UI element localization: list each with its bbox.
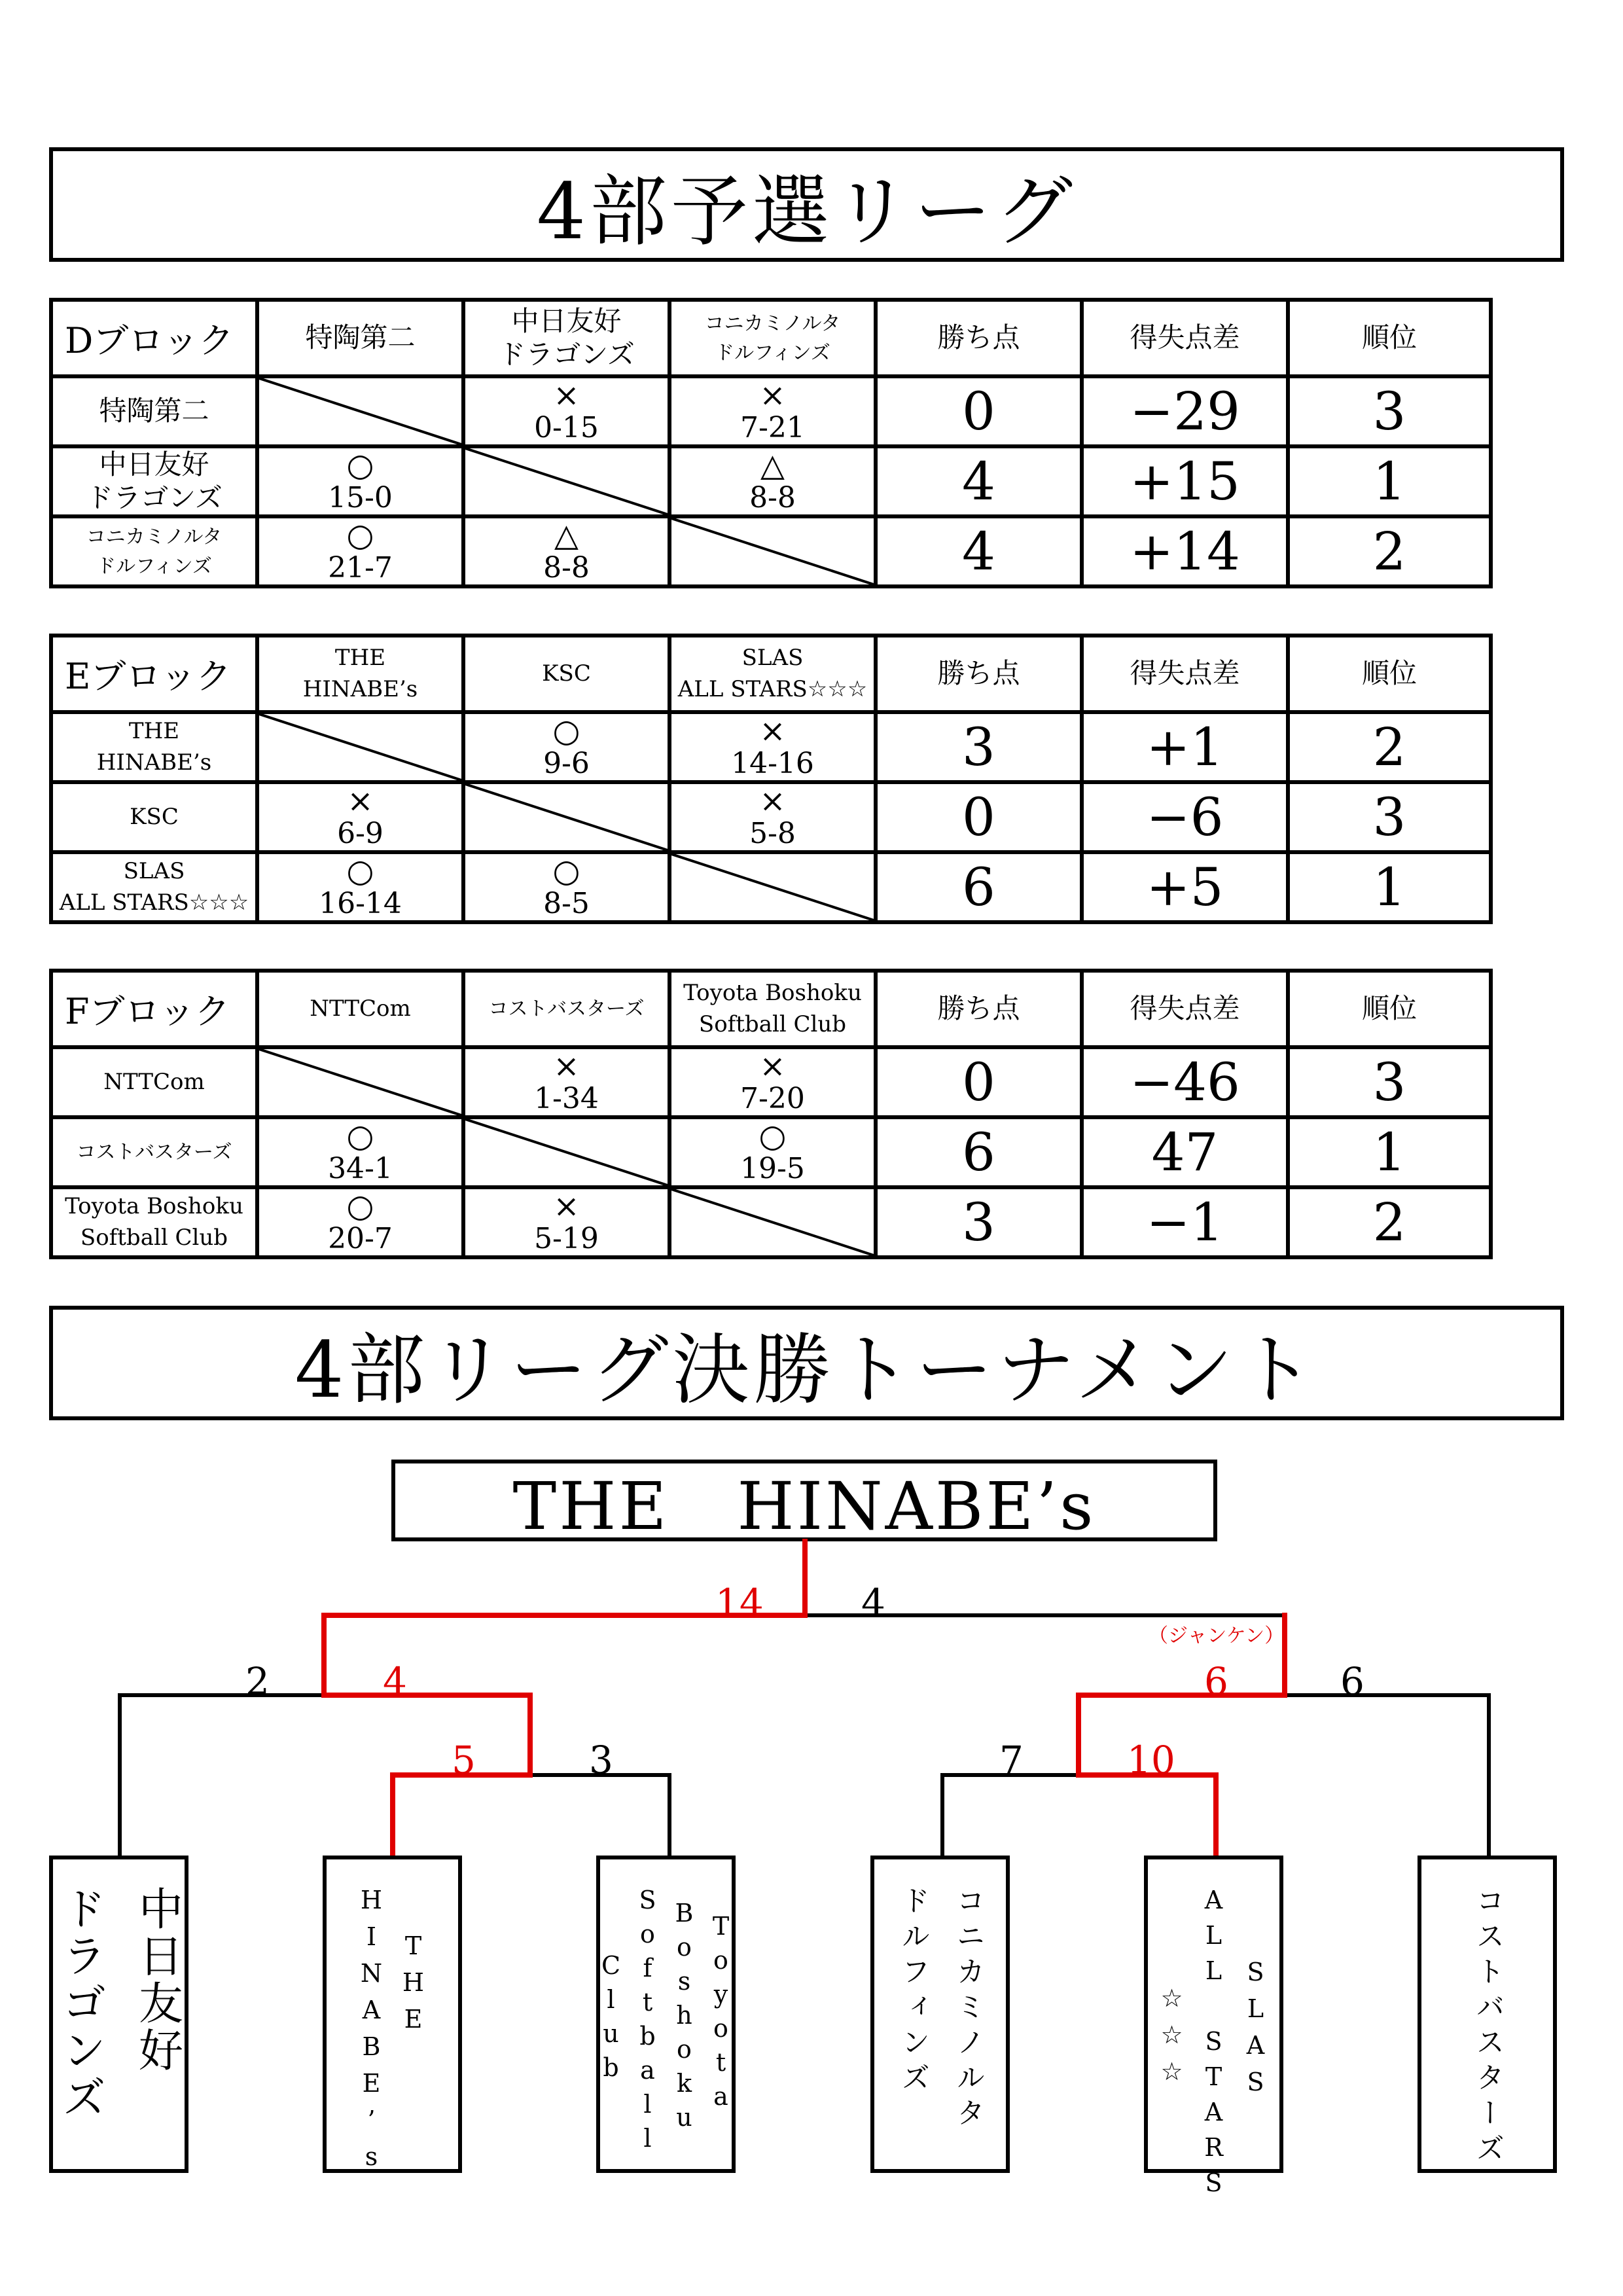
team-name-line: Softball Club [80, 1224, 228, 1251]
result-mark: × [347, 783, 374, 820]
points-value: 3 [876, 1187, 1082, 1257]
team-name-line: 中日友好 [131, 1886, 183, 2074]
result-score: 21-7 [328, 550, 393, 584]
result-score: 16-14 [319, 886, 402, 920]
diff-header: 得失点差 [1082, 636, 1288, 712]
result-mark: ○ [552, 713, 580, 750]
points-value: 6 [876, 1117, 1082, 1187]
team-name-line: ALL STARS [1199, 1886, 1228, 2204]
score-semi-left-top: 2 [245, 1659, 270, 1704]
points-value: 4 [876, 516, 1082, 586]
result-mark: ○ [346, 853, 374, 890]
diff-value: +14 [1082, 516, 1288, 586]
team-box-konica [870, 1856, 1010, 2173]
line-t6 [1285, 1695, 1489, 1856]
team-name-line: THE [128, 717, 180, 744]
team-name-line: NTTCom [103, 1068, 205, 1095]
team-name-line: ドラゴンズ [498, 338, 635, 370]
team-box-toyota [596, 1856, 736, 2173]
rank-value: 1 [1288, 852, 1491, 922]
team-name-line: Toyota Boshoku [683, 979, 862, 1006]
champion-name: THE HINABE’s [512, 1467, 1096, 1545]
block-name: Fブロック [51, 971, 257, 1047]
result-mark: ○ [346, 1188, 374, 1225]
rank-value: 3 [1288, 782, 1491, 852]
team-name-line: Softball Club [698, 1011, 847, 1037]
team-name-line: ドラゴンズ [86, 481, 223, 514]
win-line-t5 [1079, 1615, 1285, 1856]
janken-note: （ジャンケン） [1149, 1624, 1285, 1647]
points-value: 0 [876, 782, 1082, 852]
diff-value: +5 [1082, 852, 1288, 922]
score-semi-right-bottom: 6 [1204, 1659, 1228, 1704]
team-name-line: ドルフィンズ [96, 554, 212, 578]
team-name-line: 特陶第二 [99, 395, 209, 427]
result-mark: × [759, 713, 786, 750]
rank-value: 3 [1288, 1047, 1491, 1117]
rank-value: 1 [1288, 446, 1491, 516]
team-name-line: コストバスターズ [1471, 1886, 1505, 2168]
team-name-line: コニカミノルタ [86, 525, 223, 548]
team-name-line: KSC [542, 660, 591, 687]
team-name-line: 中日友好 [511, 305, 622, 338]
result-score: 7-20 [740, 1081, 805, 1115]
team-name-line: Boshoku [669, 1899, 699, 2137]
diff-value: 47 [1082, 1117, 1288, 1187]
diff-header: 得失点差 [1082, 971, 1288, 1047]
team-name-line: SLAS [123, 857, 185, 884]
tournament-title: 4部リーグ決勝トーナメント [294, 1324, 1319, 1415]
result-score: 8-8 [543, 550, 590, 584]
result-score: 5-8 [749, 816, 796, 850]
result-mark: ○ [346, 447, 374, 484]
diff-value: +15 [1082, 446, 1288, 516]
team-name-line: THE [399, 1931, 428, 2041]
team-name-line: 特陶第二 [305, 321, 416, 354]
team-name-line: Softball [633, 1886, 662, 2158]
result-score: 1-34 [534, 1081, 599, 1115]
rank-value: 2 [1288, 712, 1491, 782]
team-name-line: SLAS [741, 644, 804, 671]
result-mark: ○ [346, 1118, 374, 1155]
result-mark: ○ [552, 853, 580, 890]
diff-value: −29 [1082, 376, 1288, 446]
team-name-line: Toyota [706, 1912, 736, 2116]
result-mark: △ [554, 517, 579, 554]
team-name-line: Club [596, 1951, 626, 2087]
team-name-line: コストバスターズ [76, 1141, 232, 1164]
block-name: Dブロック [51, 300, 257, 376]
score-semi-left-bottom: 4 [383, 1659, 407, 1704]
result-mark: △ [760, 447, 785, 484]
result-score: 8-8 [749, 480, 796, 514]
team-box-chunichi [49, 1856, 188, 2173]
league-title: 4部予選リーグ [536, 166, 1077, 257]
result-score: 5-19 [534, 1221, 599, 1255]
team-name-line: ALL STARS☆☆☆ [677, 675, 868, 702]
team-name-line: SLAS [1241, 1958, 1270, 2104]
rank-value: 3 [1288, 376, 1491, 446]
team-name-line: Toyota Boshoku [65, 1193, 243, 1219]
team-name-line: HINABE’s [357, 1886, 386, 2179]
team-name-line: ALL STARS☆☆☆ [59, 889, 249, 916]
team-box-hinabes [323, 1856, 462, 2179]
team-name-line: ドルフィンズ [715, 341, 830, 365]
line-t1 [120, 1695, 324, 1856]
rank-header: 順位 [1288, 300, 1491, 376]
points-value: 6 [876, 852, 1082, 922]
team-name-line: ドルフィンズ [896, 1886, 930, 2098]
team-name-line: NTTCom [310, 995, 411, 1022]
result-score: 9-6 [543, 746, 590, 780]
result-mark: × [553, 1188, 580, 1225]
result-mark: × [759, 1048, 786, 1085]
result-mark: ○ [758, 1118, 787, 1155]
line-t3 [530, 1775, 669, 1856]
result-score: 20-7 [328, 1221, 393, 1255]
score-final-left: 14 [715, 1581, 764, 1625]
diff-value: −6 [1082, 782, 1288, 852]
diff-value: +1 [1082, 712, 1288, 782]
line-t4 [942, 1775, 1079, 1856]
points-header: 勝ち点 [876, 636, 1082, 712]
team-box-costbusters [1418, 1856, 1557, 2173]
team-name-line: HINABE’s [302, 675, 418, 702]
points-header: 勝ち点 [876, 300, 1082, 376]
result-mark: × [759, 377, 786, 414]
score-final-right: 4 [861, 1581, 885, 1625]
result-mark: ○ [346, 517, 374, 554]
team-name-line: ☆☆☆ [1157, 1984, 1186, 2094]
result-score: 6-9 [337, 816, 383, 850]
team-name-line: THE [334, 644, 386, 671]
team-name-line: KSC [130, 803, 179, 830]
diff-value: −1 [1082, 1187, 1288, 1257]
diff-header: 得失点差 [1082, 300, 1288, 376]
result-score: 8-5 [543, 886, 590, 920]
team-name-line: コニカミノルタ [704, 312, 841, 335]
score-qf-right-winner: 10 [1127, 1738, 1175, 1782]
result-score: 15-0 [328, 480, 393, 514]
points-value: 4 [876, 446, 1082, 516]
points-value: 0 [876, 1047, 1082, 1117]
points-value: 0 [876, 376, 1082, 446]
points-value: 3 [876, 712, 1082, 782]
diff-value: −46 [1082, 1047, 1288, 1117]
result-score: 14-16 [731, 746, 814, 780]
result-mark: × [759, 783, 786, 820]
result-mark: × [553, 377, 580, 414]
rank-header: 順位 [1288, 636, 1491, 712]
result-score: 19-5 [740, 1151, 805, 1185]
result-mark: × [553, 1048, 580, 1085]
score-qf-right-loser: 7 [999, 1738, 1024, 1782]
team-name-line: HINABE’s [96, 749, 212, 776]
score-qf-left-loser: 3 [589, 1738, 613, 1782]
rank-value: 2 [1288, 516, 1491, 586]
rank-header: 順位 [1288, 971, 1491, 1047]
rank-value: 2 [1288, 1187, 1491, 1257]
score-semi-right-top: 6 [1340, 1659, 1364, 1704]
team-name-line: 中日友好 [99, 448, 209, 481]
team-box-slas [1144, 1856, 1283, 2204]
block-name: Eブロック [51, 636, 257, 712]
team-name-line: ドラゴンズ [54, 1886, 107, 2121]
result-score: 34-1 [328, 1151, 393, 1185]
result-score: 7-21 [740, 410, 805, 444]
team-name-line: コストバスターズ [488, 997, 645, 1020]
points-header: 勝ち点 [876, 971, 1082, 1047]
team-name-line: コニカミノルタ [951, 1886, 985, 2133]
rank-value: 1 [1288, 1117, 1491, 1187]
result-score: 0-15 [534, 410, 599, 444]
score-qf-left-winner: 5 [452, 1738, 476, 1782]
